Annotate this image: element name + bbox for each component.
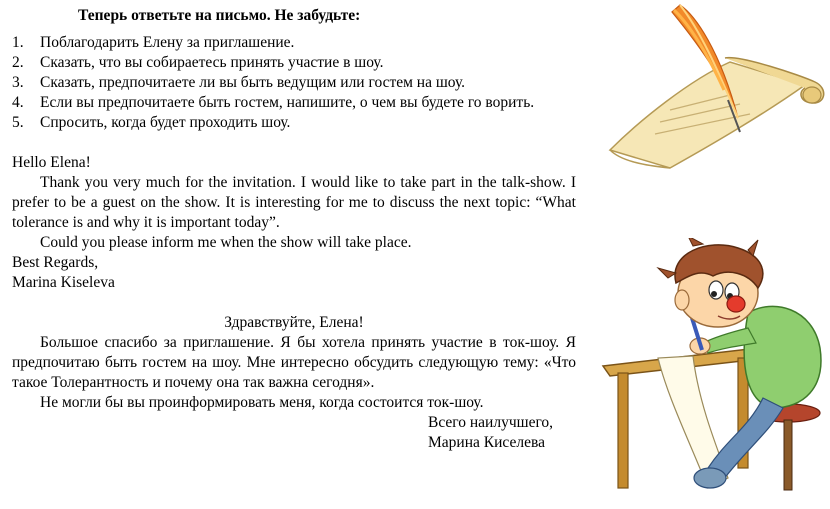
russian-paragraph-2: Не могли бы вы проинформировать меня, когда состоится ток-шоу. (40, 394, 484, 411)
task-item: 5. Спросить, когда будет проходить шоу. (12, 114, 291, 131)
scroll-quill-icon (600, 0, 830, 170)
english-paragraph-2: Could you please inform me when the show will take place. (40, 234, 412, 251)
russian-greeting: Здравствуйте, Елена! (224, 314, 364, 331)
english-paragraph-1: Thank you very much for the invitation. I would like to take part in the talk-show. I prefer to be a guest on the show. It is interesting for me to discuss the next topic: “What tolerance is and why it is important today”. (12, 174, 576, 231)
task-item: 2. Сказать, что вы собираетесь принять участие в шоу. (12, 54, 384, 71)
english-signature: Marina Kiseleva (12, 274, 115, 291)
english-closing: Best Regards, (12, 254, 99, 271)
task-list (12, 33, 576, 133)
task-item: 3. Сказать, предпочитаете ли вы быть ведущим или гостем на шоу. (12, 74, 466, 91)
russian-signature: Марина Киселева (428, 434, 545, 451)
russian-closing: Всего наилучшего, (428, 414, 554, 431)
writing-boy-icon (598, 238, 830, 506)
task-item: 4. Если вы предпочитаете быть гостем, напишите, о чем вы будете го ворить. (12, 94, 535, 111)
task-document (12, 6, 576, 453)
task-item: 1. Поблагодарить Елену за приглашение. (12, 34, 295, 51)
english-greeting: Hello Elena! (12, 154, 91, 171)
task-title: Теперь ответьте на письмо. Не забудьте: (78, 7, 361, 24)
russian-paragraph-1: Большое спасибо за приглашение. Я бы хотела принять участие в ток-шоу. Я предпочитаю быть гостем на шоу. Мне интересно обсудить следующую тему: «Что такое Толерантность и почему она так важна сегодня». (12, 334, 576, 391)
english-letter (12, 153, 576, 293)
russian-letter (12, 313, 576, 453)
